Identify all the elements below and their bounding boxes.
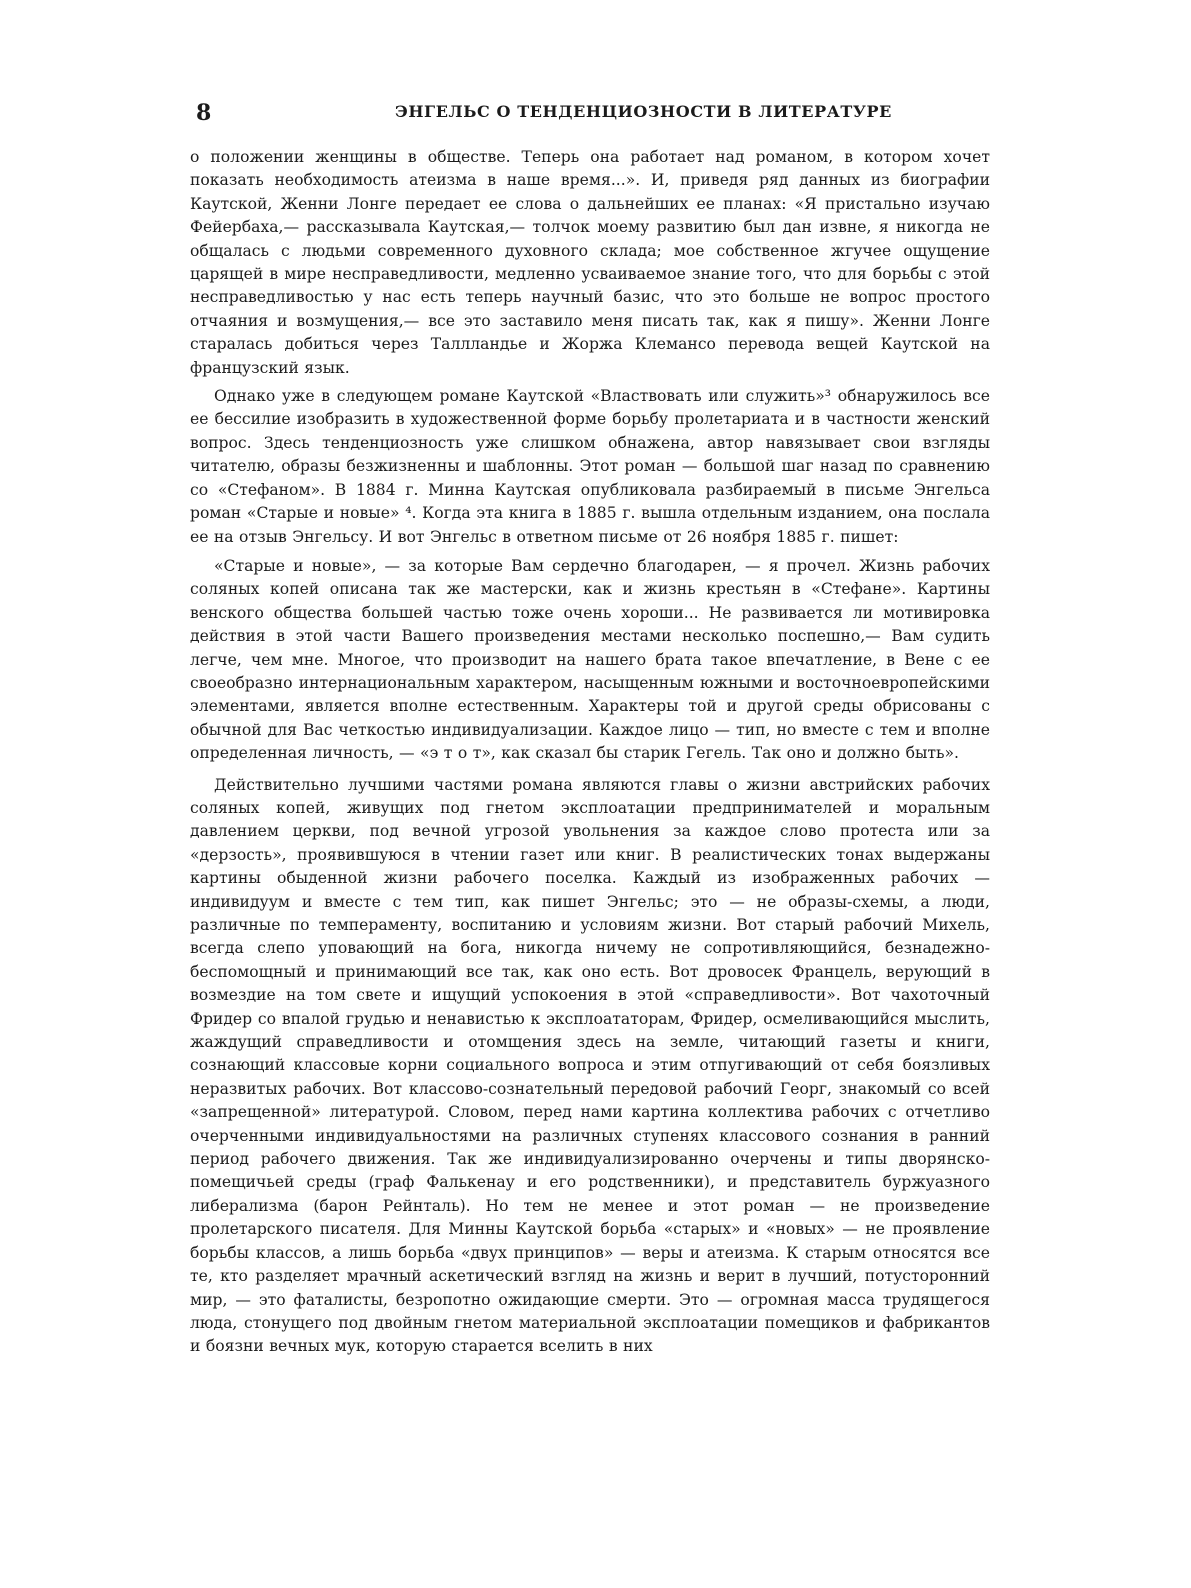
page-header [190,96,990,136]
running-title: ЭНГЕЛЬС О ТЕНДЕНЦИОЗНОСТИ В ЛИТЕРАТУРЕ [395,102,892,121]
body-text [190,146,990,1359]
book-page [190,96,990,1359]
paragraph: о положении женщины в обществе. Теперь она работает над романом, в котором хочет показать необходимость атеизма в наше время...». И, приведя ряд данных из биографии Каутской, Женни Лонге передает ее слова о дальнейших ее планах: «Я пристально изучаю Фейербаха,— рассказывала Каутская,— толчок моему развитию был дан извне, я никогда не общалась с людьми современного духовного склада; мое собственное жгучее ощущение царящей в мире несправедливости, медленно усваиваемое знание того, что для борьбы с этой несправедливостью у нас есть теперь научный базис, что это больше не вопрос простого отчаяния и возмущения,— все это заставило меня писать так, как я пишу». Женни Лонге старалась добиться через Таллландье и Жоржа Клемансо перевода вещей Каутской на французский язык. [190,148,990,377]
paragraph: Действительно лучшими частями романа являются главы о жизни австрийских рабочих соляных копей, живущих под гнетом эксплоатации предпринимателей и моральным давлением церкви, под вечной угрозой увольнения за каждое слово протеста или за «дерзость», проявившуюся в чтении газет или книг. В реалистических тонах выдержаны картины обыденной жизни рабочего поселка. Каждый из изображенных рабочих — индивидуум и вместе с тем тип, как пишет Энгельс; это — не образы-схемы, а люди, различные по темпераменту, воспитанию и условиям жизни. Вот старый рабочий Михель, всегда слепо уповающий на бога, никогда ничему не сопротивляющийся, безнадежно-беспомощный и принимающий все так, как оно есть. Вот дровосек Францель, верующий в возмездие на том свете и ищущий успокоения в этой «справедливости». Вот чахоточный Фридер со впалой грудью и ненавистью к эксплоататорам, Фридер, осмеливающийся мыслить, жаждущий справедливости и отомщения здесь на земле, читающий газеты и книги, сознающий классовые корни социального вопроса и этим отпугивающий от себя боязливых неразвитых рабочих. Вот классово-сознательный передовой рабочий Георг, знакомый со всей «запрещенной» литературой. Словом, перед нами картина коллектива рабочих с отчетливо очерченными индивидуальностями на различных ступенях классового сознания в ранний период рабочего движения. Так же индивидуализированно очерчены и типы дворянско-помещичьей среды (граф Фалькенау и его родственники), и представитель буржуазного либерализма (барон Рейнталь). Но тем не менее и этот роман — не произведение пролетарского писателя. Для Минны Каутской борьба «старых» и «новых» — не проявление борьбы классов, а лишь борьба «двух принципов» — веры и атеизма. К старым относятся все те, кто разделяет мрачный аскетический взгляд на жизнь и верит в лучший, потусторонний мир, — это фаталисты, безропотно ожидающие смерти. Это — огромная масса трудящегося люда, стонущего под двойным гнетом материальной эксплоатации помещиков и фабрикантов и боязни вечных мук, которую старается вселить в них [190,775,990,1356]
paragraph: Однако уже в следующем романе Каутской «Властвовать или служить»³ обнаружилось все ее бессилие изобразить в художественной форме борьбу пролетариата и в частности женский вопрос. Здесь тенденциозность уже слишком обнажена, автор навязывает свои взгляды читателю, образы безжизненны и шаблонны. Этот роман — большой шаг назад по сравнению со «Стефаном». В 1884 г. Минна Каутская опубликовала разбираемый в письме Энгельса роман «Старые и новые» ⁴. Когда эта книга в 1885 г. вышла отдельным изданием, она послала ее на отзыв Энгельсу. И вот Энгельс в ответном письме от 26 ноября 1885 г. пишет: [190,387,990,546]
page-number: 8 [196,100,212,126]
engels-quote: «Старые и новые», — за которые Вам сердечно благодарен, — я прочел. Жизнь рабочих соляных копей описана так же мастерски, как и жизнь крестьян в «Стефане». Картины венского общества большей частью тоже очень хороши... Не развивается ли мотивировка действия в этой части Вашего произведения местами несколько поспешно,— Вам судить легче, чем мне. Многое, что производит на нашего брата такое впечатление, в Вене с ее своеобразно интернациональным характером, насыщенным южными и восточноевропейскими элементами, является вполне естественным. Характеры той и другой среды обрисованы с обычной для Вас четкостью индивидуализации. Каждое лицо — тип, но вместе с тем и вполне определенная личность, — «э т о т», как сказал бы старик Гегель. Так оно и должно быть». [190,556,990,763]
